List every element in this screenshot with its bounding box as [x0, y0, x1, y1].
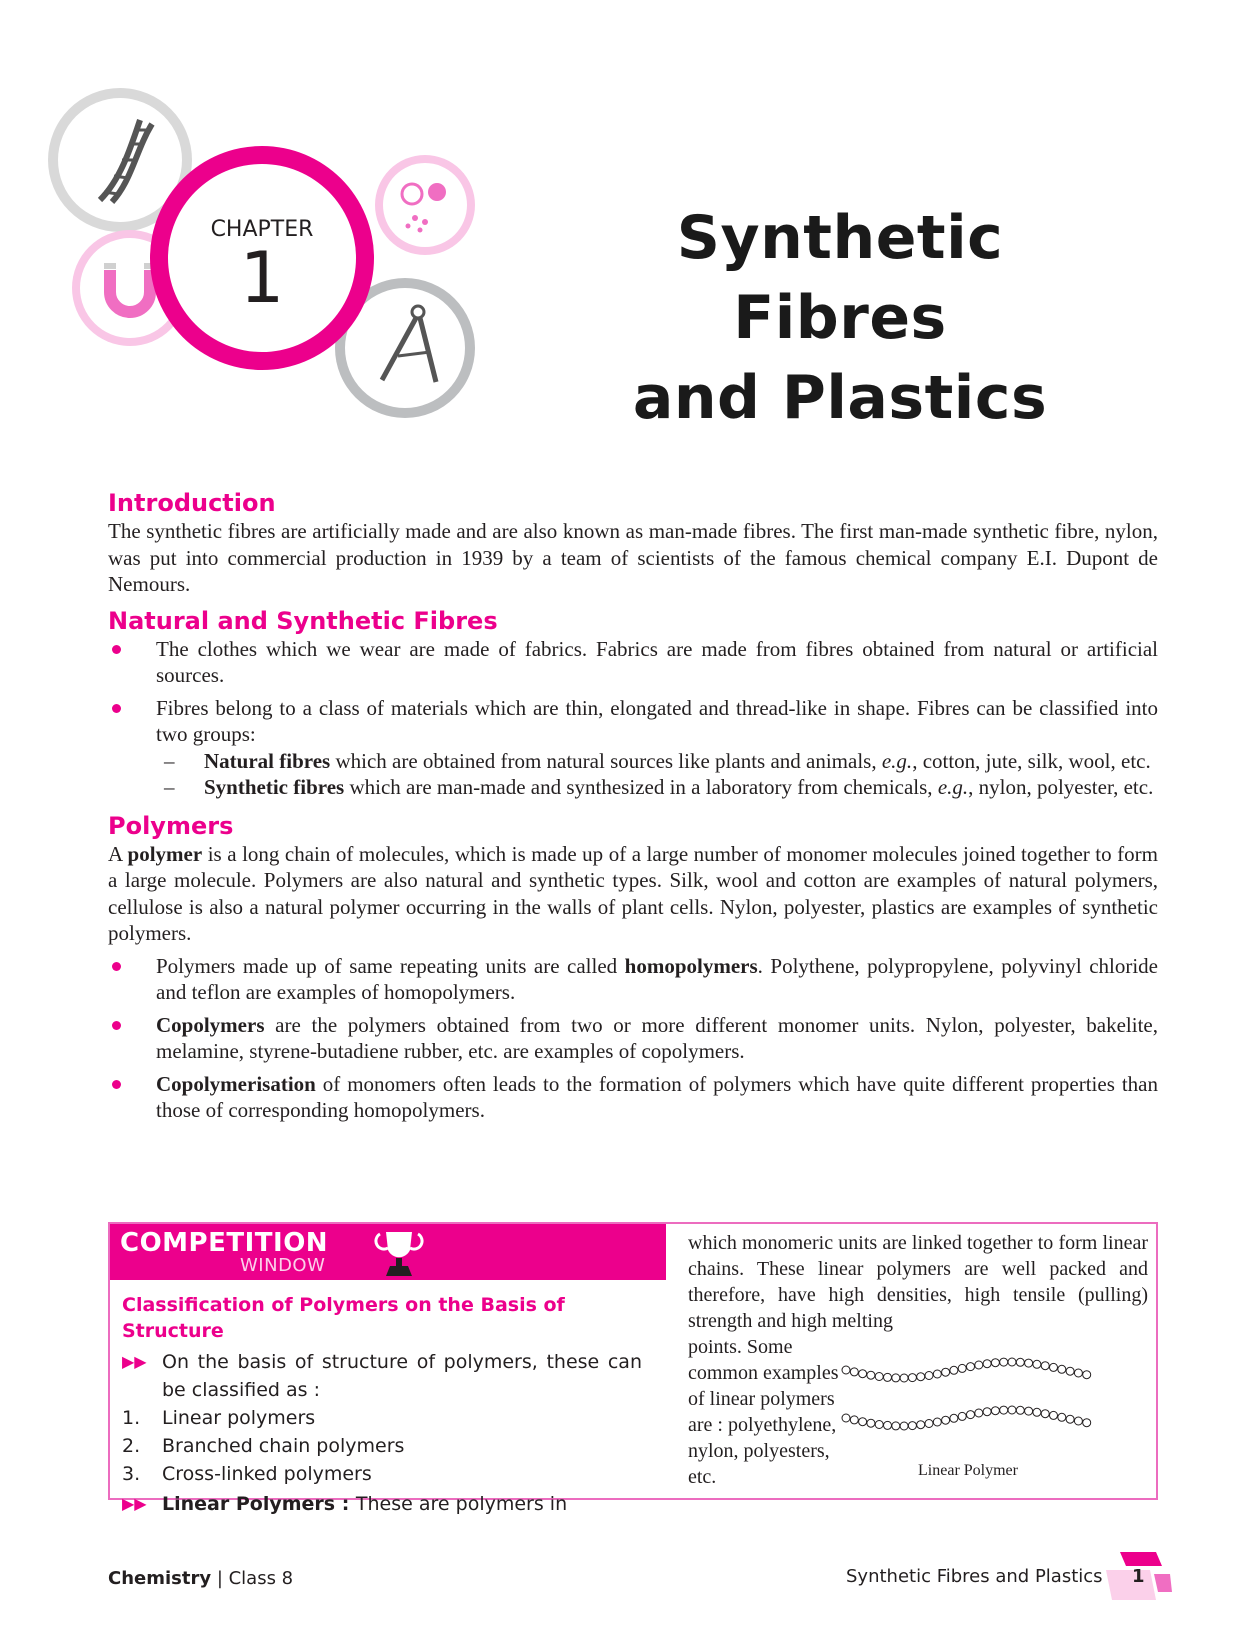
double-arrow-icon: ▶▶ [122, 1352, 147, 1371]
list-text: which are obtained from natural sources like plants and animals, [330, 748, 882, 773]
linear-polymers-examples: points. Some common examples of linear polymers are : polyethylene, nylon, polyesters, etc. [688, 1336, 839, 1488]
monomer-bead [933, 1370, 941, 1378]
monomer-bead [1058, 1365, 1066, 1373]
list-text: which are man-made and synthesized in a laboratory from chemicals, [344, 775, 938, 799]
monomer-bead [859, 1418, 867, 1426]
monomer-bead [1016, 1358, 1024, 1366]
monomer-bead [1000, 1358, 1008, 1366]
term-homopolymers: homopolymers [624, 953, 758, 978]
text-span: . Polythene, polypropylene, polyvinyl chloride and teflon are examples of homopolymers. [156, 953, 1158, 1004]
monomer-bead [1016, 1406, 1024, 1414]
monomer-bead [850, 1416, 858, 1424]
term-natural-fibres: Natural fibres [204, 748, 331, 773]
fibre-groups-list [156, 748, 1158, 801]
monomer-bead [983, 1408, 991, 1416]
bubbles-icon [375, 155, 475, 255]
monomer-bead [1058, 1413, 1066, 1421]
monomer-bead [859, 1370, 867, 1378]
monomer-bead [958, 1412, 966, 1420]
monomer-bead [925, 1372, 933, 1380]
monomer-bead [867, 1371, 875, 1379]
monomer-bead [850, 1368, 858, 1376]
term-polymer: polymer [127, 841, 203, 866]
item-number: 3. [122, 1463, 141, 1485]
competition-title: COMPETITION [120, 1228, 329, 1258]
monomer-bead [975, 1361, 983, 1369]
monomer-bead [942, 1416, 950, 1424]
monomer-bead [1083, 1371, 1091, 1379]
bullet-text: The clothes which we wear are made of fabrics. Fabrics are made from fibres obtained from natural or artificial sources. [156, 636, 1158, 687]
monomer-bead [975, 1409, 983, 1417]
monomer-bead [842, 1414, 850, 1422]
linear-polymer-figure [838, 1348, 1098, 1488]
list-item [122, 1404, 642, 1432]
intro-text: On the basis of structure of polymers, these can be classified as : [162, 1351, 642, 1401]
text-span: of monomers often leads to the formation of polymers which have quite different properties than those of corresponding homopolymers. [156, 1071, 1158, 1122]
figure-caption: Linear Polymer [918, 1462, 1018, 1479]
polymer-chains-graphic [838, 1348, 1098, 1458]
competition-banner [110, 1224, 666, 1280]
bullet-text: Fibres belong to a class of materials which are thin, elongated and thread-like in shape. Fibres can be classified into two groups: [156, 695, 1158, 746]
monomer-bead [1025, 1359, 1033, 1367]
chapter-title [560, 198, 1120, 438]
competition-window [108, 1222, 1158, 1515]
monomer-bead [1050, 1411, 1058, 1419]
trophy-icon [362, 1226, 432, 1282]
list-item [122, 1432, 642, 1460]
monomer-bead [884, 1373, 892, 1381]
monomer-bead [1000, 1406, 1008, 1414]
item-text: Linear polymers [162, 1407, 316, 1429]
classification-heading: Classification of Polymers on the Basis of Structure [122, 1294, 565, 1342]
item-text: Branched chain polymers [162, 1435, 405, 1457]
item-number: 1. [122, 1407, 141, 1429]
chapter-circles-graphic [40, 80, 520, 440]
eg-text: e.g. [937, 775, 969, 799]
monomer-bead [1041, 1410, 1049, 1418]
list-text: , cotton, jute, silk, wool, etc. [912, 748, 1151, 773]
list-item [156, 774, 1158, 801]
fibres-bullet-list [108, 636, 1158, 801]
text-span: Polymers made up of same repeating units are called [156, 953, 625, 978]
list-item [108, 1012, 1158, 1065]
competition-left-column [122, 1292, 642, 1518]
monomer-bead [1083, 1419, 1091, 1427]
list-item [108, 1071, 1158, 1124]
linear-polymers-text [122, 1490, 642, 1518]
monomer-bead [1025, 1407, 1033, 1415]
text-span: A [108, 841, 128, 866]
monomer-bead [1066, 1367, 1074, 1375]
monomer-bead [1074, 1417, 1082, 1425]
monomer-bead [867, 1419, 875, 1427]
monomer-bead [983, 1360, 991, 1368]
monomer-bead [1008, 1406, 1016, 1414]
polymers-bullet-list [108, 953, 1158, 1124]
list-item [122, 1460, 642, 1488]
text-span: These are polymers in [355, 1493, 568, 1515]
list-item [108, 636, 1158, 689]
main-content [108, 488, 1158, 1124]
monomer-bead [884, 1421, 892, 1429]
footer-subject [108, 1568, 293, 1589]
term-copolymers: Copolymers [156, 1012, 265, 1037]
monomer-bead [917, 1421, 925, 1429]
polymers-text [108, 841, 1158, 947]
term-copolymerisation: Copolymerisation [156, 1071, 316, 1096]
monomer-bead [1041, 1362, 1049, 1370]
monomer-bead [875, 1373, 883, 1381]
monomer-bead [892, 1422, 900, 1430]
introduction-text: The synthetic fibres are artificially made and are also known as man-made fibres. The first man-made synthetic fibre, nylon, was put into commercial production in 1939 by a team of scientists of the famous chemical company E.I. Dupont de Nemours. [108, 519, 1158, 596]
monomer-bead [958, 1364, 966, 1372]
item-text: Cross-linked polymers [162, 1463, 372, 1485]
list-text: , nylon, polyester, etc. [968, 775, 1154, 799]
list-item [156, 748, 1158, 775]
chapter-number: 1 [239, 237, 285, 319]
list-item [108, 695, 1158, 801]
competition-subtitle: WINDOW [240, 1255, 326, 1276]
monomer-bead [900, 1422, 908, 1430]
monomer-bead [1050, 1363, 1058, 1371]
chapter-label: CHAPTER [210, 217, 314, 242]
monomer-bead [942, 1368, 950, 1376]
page-number: 1 [1132, 1566, 1145, 1587]
linear-polymers-intro [122, 1490, 642, 1518]
list-item [108, 953, 1158, 1006]
monomer-bead [917, 1373, 925, 1381]
monomer-bead [950, 1366, 958, 1374]
item-number: 2. [122, 1435, 141, 1457]
monomer-bead [1033, 1360, 1041, 1368]
text-span: are the polymers obtained from two or more different monomer units. Nylon, polyester, bakelite, melamine, styrene-butadiene rubber, etc. are examples of copolymers. [156, 1012, 1158, 1063]
monomer-bead [1008, 1358, 1016, 1366]
colon: : [335, 1493, 356, 1515]
monomer-bead [1074, 1369, 1082, 1377]
polymers-heading: Polymers [108, 811, 234, 840]
footer-chapter-title: Synthetic Fibres and Plastics [846, 1566, 1103, 1587]
introduction-heading: Introduction [108, 489, 276, 517]
monomer-bead [933, 1418, 941, 1426]
classification-intro [122, 1348, 642, 1404]
monomer-bead [1033, 1408, 1041, 1416]
monomer-bead [1066, 1415, 1074, 1423]
chapter-title-line2: and Plastics [632, 363, 1048, 433]
term-linear-polymers: Linear Polymers [162, 1493, 336, 1515]
monomer-bead [991, 1359, 999, 1367]
footer-separator: | [211, 1568, 229, 1589]
chapter-title-line1: Synthetic Fibres [676, 203, 1004, 353]
chapter-header [0, 0, 1238, 460]
eg-text: e.g. [881, 748, 913, 773]
text-span: is a long chain of molecules, which is made up of a large number of monomer molecules joined together to form a large molecule. Polymers are also natural and synthetic types. Silk, wool and cotton are examples of natural polymers, cellulose is also a natural polymer occurring in the walls of plant cells. Nylon, polyester, plastics are examples of synthetic polymers. [108, 841, 1158, 945]
natural-synthetic-heading: Natural and Synthetic Fibres [108, 606, 498, 635]
linear-polymers-description: which monomeric units are linked together to form linear chains. These linear polymers are well packed and therefore, have high densities, high tensile (pulling) strength and high melting [688, 1232, 1148, 1332]
monomer-bead [967, 1411, 975, 1419]
monomer-bead [991, 1407, 999, 1415]
double-arrow-icon: ▶▶ [122, 1494, 147, 1513]
footer-subject-name: Chemistry [108, 1568, 212, 1589]
monomer-bead [842, 1366, 850, 1374]
monomer-bead [875, 1421, 883, 1429]
monomer-bead [950, 1414, 958, 1422]
monomer-bead [908, 1422, 916, 1430]
monomer-bead [925, 1420, 933, 1428]
monomer-bead [967, 1363, 975, 1371]
monomer-bead [908, 1374, 916, 1382]
footer-class: Class 8 [228, 1568, 294, 1589]
term-synthetic-fibres: Synthetic fibres [204, 775, 345, 799]
monomer-bead [900, 1374, 908, 1382]
monomer-bead [892, 1374, 900, 1382]
